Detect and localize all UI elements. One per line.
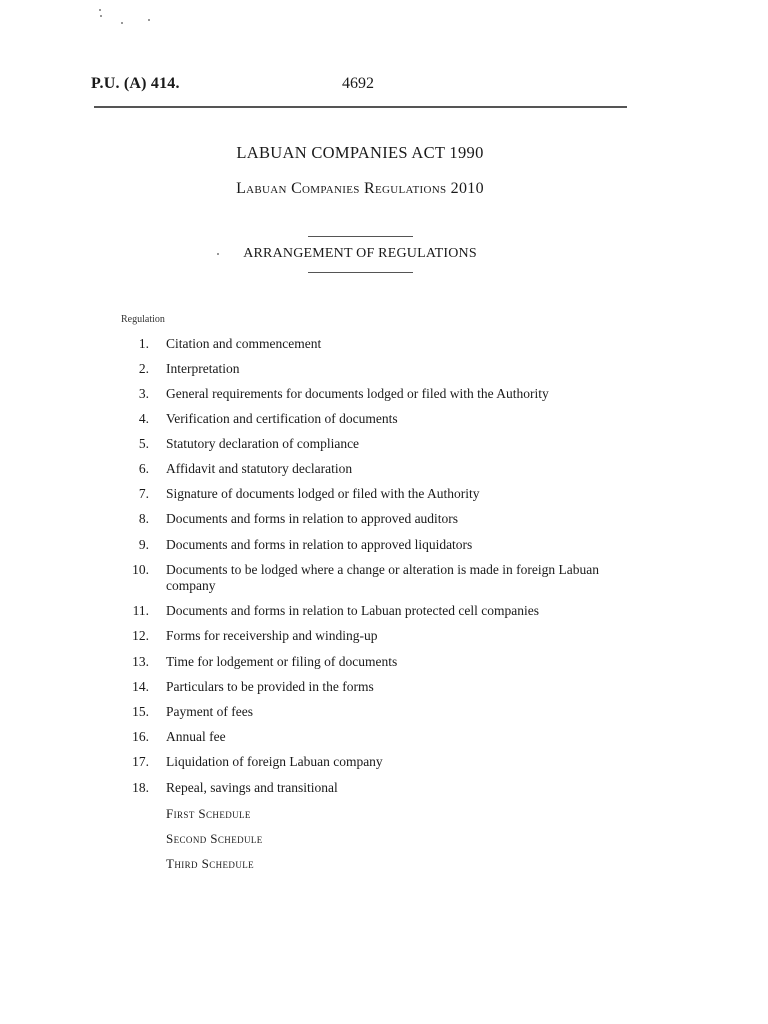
regulation-title: Signature of documents lodged or filed with the Authority bbox=[166, 486, 480, 501]
regulation-number: 1. bbox=[138, 336, 149, 351]
regulation-number: 10. bbox=[132, 562, 149, 577]
regulation-title: Documents to be lodged where a change or alteration is made in foreign Labuan company bbox=[166, 562, 599, 593]
regulation-number: 11. bbox=[132, 603, 149, 618]
regulation-number: 15. bbox=[132, 704, 149, 719]
regulation-number: 18. bbox=[132, 780, 149, 795]
regulation-number: 4. bbox=[138, 411, 149, 426]
regulation-title: Affidavit and statutory declaration bbox=[166, 461, 353, 476]
regulation-title: Citation and commencement bbox=[166, 336, 322, 351]
schedule-item: First Schedule bbox=[166, 806, 251, 821]
regulation-number: 12. bbox=[132, 628, 149, 643]
regulation-number: 14. bbox=[132, 679, 149, 694]
regulation-title: Verification and certification of documents bbox=[166, 411, 398, 426]
regulation-title: Documents and forms in relation to Labuan protected cell companies bbox=[166, 603, 540, 618]
regulation-number: 6. bbox=[138, 461, 149, 476]
regulation-title: Documents and forms in relation to approved liquidators bbox=[166, 537, 473, 552]
gazette-reference: P.U. (A) 414. bbox=[91, 75, 180, 92]
page-number: 4692 bbox=[342, 75, 374, 92]
regulation-number: 13. bbox=[132, 654, 149, 669]
regulation-title: Forms for receivership and winding-up bbox=[166, 628, 378, 643]
regulation-title: Payment of fees bbox=[166, 704, 253, 719]
schedule-item: Third Schedule bbox=[166, 856, 255, 871]
regulation-title: Particulars to be provided in the forms bbox=[166, 679, 374, 694]
regulation-number: 5. bbox=[138, 436, 149, 451]
regulation-number: 9. bbox=[138, 537, 149, 552]
regulation-number: 7. bbox=[138, 486, 149, 501]
regulation-column-label: Regulation bbox=[121, 314, 165, 325]
regulation-title: General requirements for documents lodged or filed with the Authority bbox=[166, 386, 549, 401]
regulation-number: 16. bbox=[132, 729, 149, 744]
regulation-title: Documents and forms in relation to approved auditors bbox=[166, 511, 459, 526]
regulation-number: 2. bbox=[138, 361, 149, 376]
regulation-title: Interpretation bbox=[166, 361, 240, 376]
regulation-number: 17. bbox=[132, 754, 149, 769]
regulation-number: 8. bbox=[138, 511, 149, 526]
regulation-number: 3. bbox=[138, 386, 149, 401]
regulation-title: Annual fee bbox=[166, 729, 226, 744]
regulation-title: Statutory declaration of compliance bbox=[166, 436, 360, 451]
regulation-title: Time for lodgement or filing of documents bbox=[166, 654, 398, 669]
schedule-item: Second Schedule bbox=[166, 831, 263, 846]
regulation-title: Liquidation of foreign Labuan company bbox=[166, 754, 383, 769]
arrangement-heading: ARRANGEMENT OF REGULATIONS bbox=[243, 246, 477, 261]
regulation-title: Repeal, savings and transitional bbox=[166, 780, 338, 795]
act-title: LABUAN COMPANIES ACT 1990 bbox=[236, 143, 484, 162]
regulations-title: Labuan Companies Regulations 2010 bbox=[236, 180, 484, 197]
